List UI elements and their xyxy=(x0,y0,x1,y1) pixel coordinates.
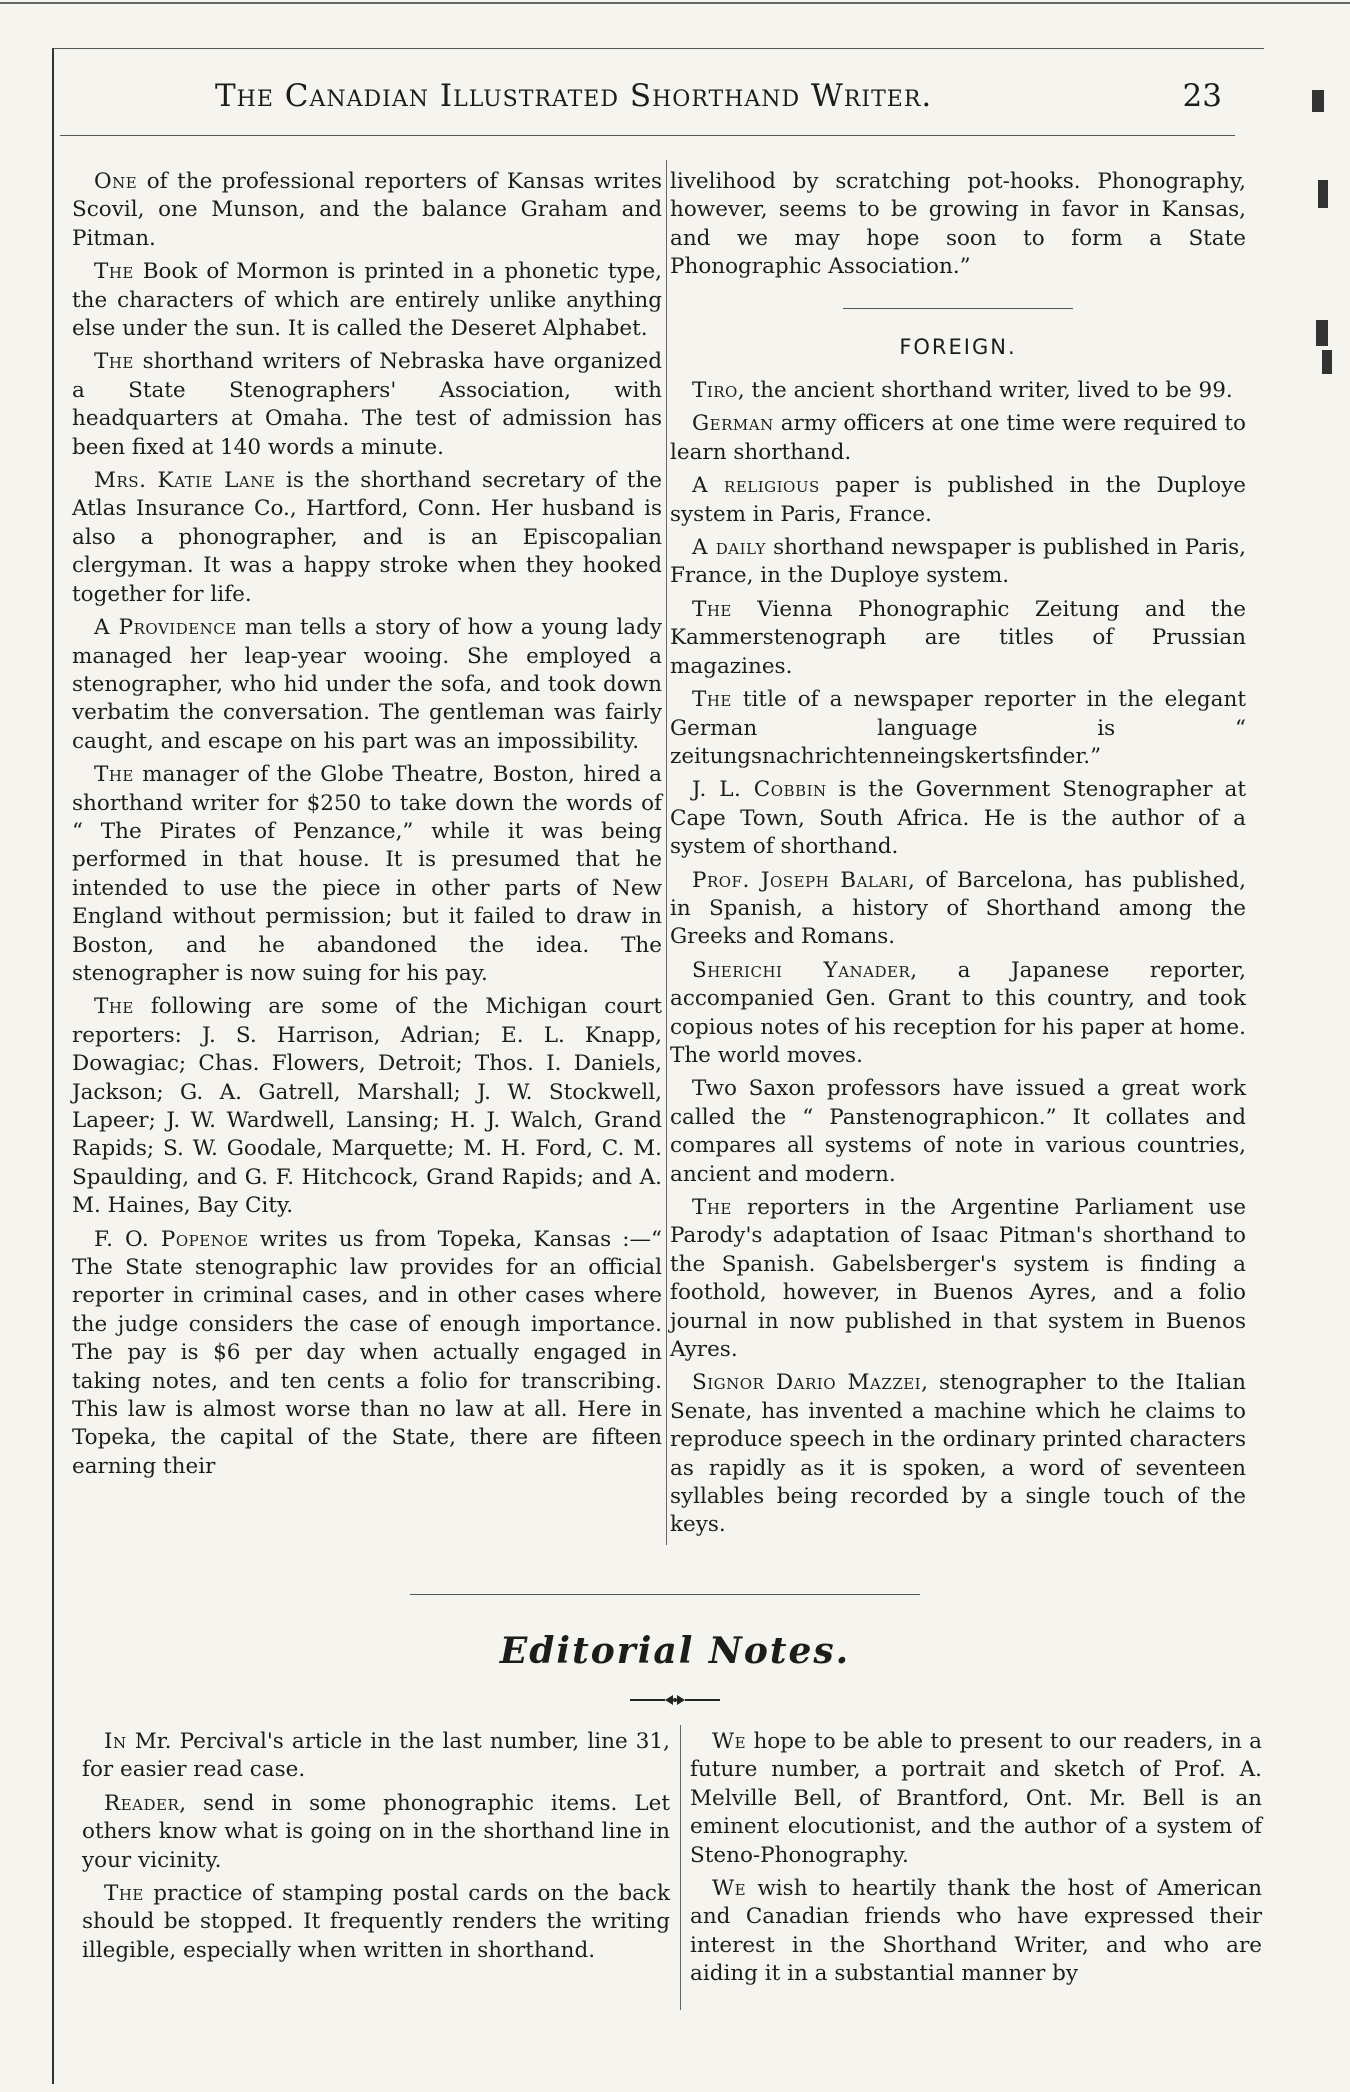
paragraph-text: , of Barcelona, has published, in Spanish, a history of Shorthand among the Greeks and Romans. xyxy=(670,867,1247,950)
paragraph xyxy=(670,596,1246,681)
paragraph-text: writes us from Topeka, Kansas :—“ The State stenographic law provides for an official reporter in criminal cases, and in other cases where the judge considers the case of enough importance. The pay is $6 per day when actually engaged in taking notes, and ten cents a folio for transcribing. This law is almost worse than no law at all. Here in Topeka, the capital of the State, there are fifteen earning their xyxy=(72,1226,662,1479)
paragraph xyxy=(670,472,1246,529)
paragraph-text: , send in some phonographic items. Let others know what is going on in the shorthand line in your vicinity. xyxy=(82,1790,670,1873)
paragraph xyxy=(72,614,662,756)
column-left xyxy=(72,168,662,1486)
paragraph xyxy=(670,1075,1246,1189)
ornament-divider-icon xyxy=(625,1690,725,1710)
paragraph-lead: F. O. Popenoe xyxy=(94,1226,249,1252)
section-rule xyxy=(843,308,1073,309)
foreign-heading: FOREIGN. xyxy=(899,334,1017,359)
paragraph-text: army officers at one time were required to learn shorthand. xyxy=(670,411,1246,465)
paragraph-lead: Mrs. Katie Lane xyxy=(94,468,276,494)
paragraph-text: is the Government Stenographer at Cape Town, South Africa. He is the author of a system of shorthand. xyxy=(670,777,1246,860)
paragraph-text: wish to heartily thank the host of American and Canadian friends who have expressed their interest in the Shorthand Writer, and who are aiding it in a substantial manner by xyxy=(690,1876,1262,1987)
column-right xyxy=(670,168,1246,1545)
paragraph-lead: One xyxy=(94,169,138,194)
paragraph xyxy=(72,467,662,609)
paragraph-lead: Sherichi Yanader xyxy=(692,957,911,983)
publication-title: The Canadian Illustrated Shorthand Writer. xyxy=(215,78,933,114)
paragraph-text: hope to be able to present to our readers, in a future number, a portrait and sketch of Prof. A. Melville Bell, of Brantford, Ont. Mr. Bell is an eminent elocutionist, and the author of a system of Steno-Phonography. xyxy=(690,1729,1262,1868)
paragraph-lead: The xyxy=(104,1881,144,1907)
paragraph xyxy=(72,258,662,343)
edge-mark xyxy=(1316,320,1328,346)
paragraph-lead: The xyxy=(94,349,134,375)
paragraph xyxy=(670,776,1246,861)
editorial-column-divider xyxy=(680,1725,681,2010)
paragraph-text: shorthand writers of Nebraska have organized a State Stenographers' Association, with headquarters at Omaha. The test of admission has been fixed at 140 words a minute. xyxy=(72,349,662,460)
paragraph xyxy=(670,377,1246,405)
paragraph-lead: We xyxy=(712,1876,747,1902)
paragraph xyxy=(82,1728,670,1785)
paragraph xyxy=(670,534,1246,591)
editorial-column-left xyxy=(82,1728,670,1970)
paragraph xyxy=(72,348,662,462)
paragraph-lead: J. L. Cobbin xyxy=(692,777,827,803)
paragraph xyxy=(82,1790,670,1875)
header-rule xyxy=(60,135,1235,136)
top-edge-rule xyxy=(0,2,1350,4)
paragraph-text: Mr. Percival's article in the last number, line 31, for easier read case. xyxy=(82,1729,670,1783)
column-divider xyxy=(666,160,667,1545)
paragraph-lead: The xyxy=(692,687,732,713)
edge-mark xyxy=(1322,350,1332,374)
paragraph-text: of the professional reporters of Kansas writes Scovil, one Munson, and the balance Graham and Pitman. xyxy=(72,169,662,251)
paragraph-lead: The xyxy=(692,596,732,622)
paragraph-text: Book of Mormon is printed in a phonetic type, the characters of which are entirely unlike anything else under the sun. It is called the Deseret Alphabet. xyxy=(72,259,662,342)
paragraph-text: is the shorthand secretary of the Atlas Insurance Co., Hartford, Conn. Her husband is also a phonographer, and is an Episcopalian clergyman. It was a happy stroke when they hooked together for life. xyxy=(72,468,662,607)
paragraph xyxy=(72,1226,662,1482)
paragraph xyxy=(670,686,1246,771)
paragraph xyxy=(690,1875,1262,1989)
paragraph-lead: The xyxy=(692,1195,732,1220)
paragraph xyxy=(82,1880,670,1965)
paragraph xyxy=(72,168,662,253)
paragraph-text: Vienna Phonographic Zeitung and the Kammerstenograph are titles of Prussian magazines. xyxy=(670,596,1246,679)
paragraph-lead: German xyxy=(692,411,774,437)
editorial-rule xyxy=(410,1594,920,1595)
paragraph-text: , the ancient shorthand writer, lived to be 99. xyxy=(737,378,1233,404)
paragraph-text: practice of stamping postal cards on the back should be stopped. It frequently renders the writing illegible, especially when written in shorthand. xyxy=(82,1881,670,1963)
paragraph-lead: A daily xyxy=(692,535,766,561)
paragraph-text: title of a newspaper reporter in the elegant German language is “ zeitungsnachrichtenneingskertsfinder.” xyxy=(670,687,1246,769)
paragraph xyxy=(670,1194,1246,1364)
paragraph xyxy=(72,761,662,988)
paragraph-lead: Tiro xyxy=(692,378,738,404)
paragraph-lead: A Providence xyxy=(94,615,237,641)
paragraph-text: man tells a story of how a young lady managed her leap-year wooing. She employed a stenographer, who hid under the sofa, and took down verbatim the conversation. The gentleman was fairly caught, and escape on his part was an impossibility. xyxy=(72,615,662,754)
foreign-items xyxy=(670,377,1246,1540)
paragraph-lead: Reader xyxy=(104,1790,180,1816)
continued-paragraph: livelihood by scratching pot-hooks. Phonography, however, seems to be growing in favor in Kansas, and we may hope soon to form a State Phonographic Association.” xyxy=(670,169,1246,280)
paragraph-text: , a Japanese reporter, accompanied Gen. Grant to this country, and took copious notes of his reception for his paper at home. The world moves. xyxy=(670,957,1246,1068)
paragraph-lead: Signor Dario Mazzei xyxy=(692,1370,922,1396)
paragraph xyxy=(670,410,1246,467)
paragraph xyxy=(72,993,662,1220)
paragraph-text: following are some of the Michigan court reporters: J. S. Harrison, Adrian; E. L. Knapp, Dowagiac; Chas. Flowers, Detroit; Thos. I. Daniels, Jackson; G. A. Gatrell, Marshall; J. W. Stockwell, Lapeer; J. W. Wardwell, Lansing; H. J. Walch, Grand Rapids; S. W. Goodale, Marquette; M. H. Ford, C. M. Spaulding, and G. F. Hitchcock, Grand Rapids; and A. M. Haines, Bay City. xyxy=(72,994,662,1219)
paragraph xyxy=(670,957,1246,1071)
edge-mark xyxy=(1312,90,1324,112)
paragraph-lead: The xyxy=(94,259,134,285)
paragraph-text: paper is published in the Duploye system in Paris, France. xyxy=(670,473,1246,527)
paragraph xyxy=(690,1728,1262,1870)
paragraph-lead: A religious xyxy=(692,473,820,499)
paragraph-lead: We xyxy=(712,1729,747,1754)
paragraph-text: Two Saxon professors have issued a great work called the “ Panstenographicon.” It collates and compares all systems of note in various countries, ancient and modern. xyxy=(670,1076,1246,1187)
editorial-notes-heading: Editorial Notes. xyxy=(499,1630,851,1672)
paragraph-text: reporters in the Argentine Parliament use Parody's adaptation of Isaac Pitman's shorthand to the Spanish. Gabelsberger's system is finding a foothold, however, in Buenos Ayres, and a folio journal in now published in that system in Buenos Ayres. xyxy=(670,1195,1246,1363)
paragraph-text: manager of the Globe Theatre, Boston, hired a shorthand writer for $250 to take down the words of “ The Pirates of Penzance,” while it was being performed in that house. It is presumed that he intended to use the piece in other parts of New England without permission; but it failed to draw in Boston, and he abandoned the idea. The stenographer is now suing for his pay. xyxy=(72,762,662,986)
running-header xyxy=(60,78,1240,128)
page-number: 23 xyxy=(1182,78,1222,114)
paragraph-lead: In xyxy=(104,1729,127,1754)
paragraph-text: , stenographer to the Italian Senate, has invented a machine which he claims to reproduce speech in the ordinary printed characters as rapidly as it is spoken, a word of seventeen syllables being recorded by a single touch of the keys. xyxy=(670,1370,1246,1538)
paragraph xyxy=(670,867,1246,952)
paragraph-text: shorthand newspaper is published in Paris, France, in the Duploye system. xyxy=(670,535,1246,589)
paragraph-lead: The xyxy=(94,762,134,788)
paragraph xyxy=(670,1369,1246,1539)
paragraph-lead: Prof. Joseph Balari xyxy=(692,867,908,893)
edge-mark xyxy=(1318,180,1328,208)
editorial-column-right xyxy=(690,1728,1262,1994)
paragraph-lead: The xyxy=(94,994,134,1020)
